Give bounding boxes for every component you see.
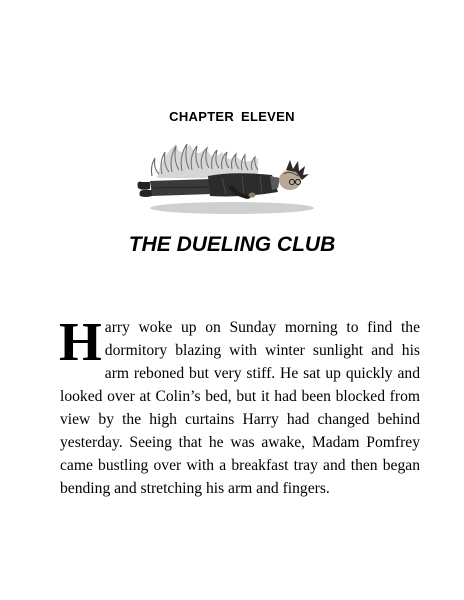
chapter-illustration [132, 138, 332, 218]
illustration-flame-glow [157, 144, 258, 178]
body-paragraph [59, 311, 420, 500]
chapter-number: CHAPTER ELEVEN [169, 109, 295, 124]
illustration-shadow [150, 202, 314, 214]
drop-cap: H [59, 311, 102, 372]
chapter-title: THE DUELING CLUB [128, 233, 336, 256]
paragraph-text: arry woke up on Sunday morning to find the dormitory blazing with winter sunlight and his arm reboned but very stiff. He sat up quickly and looked over at Colin’s bed, but it had been blocked from view by the high curtains Harry had changed behind yesterday. Seeing that he was awake, Madam Pomfrey came bustling over with a breakfast tray and then began bending and stretching his arm and fingers. [60, 319, 420, 497]
